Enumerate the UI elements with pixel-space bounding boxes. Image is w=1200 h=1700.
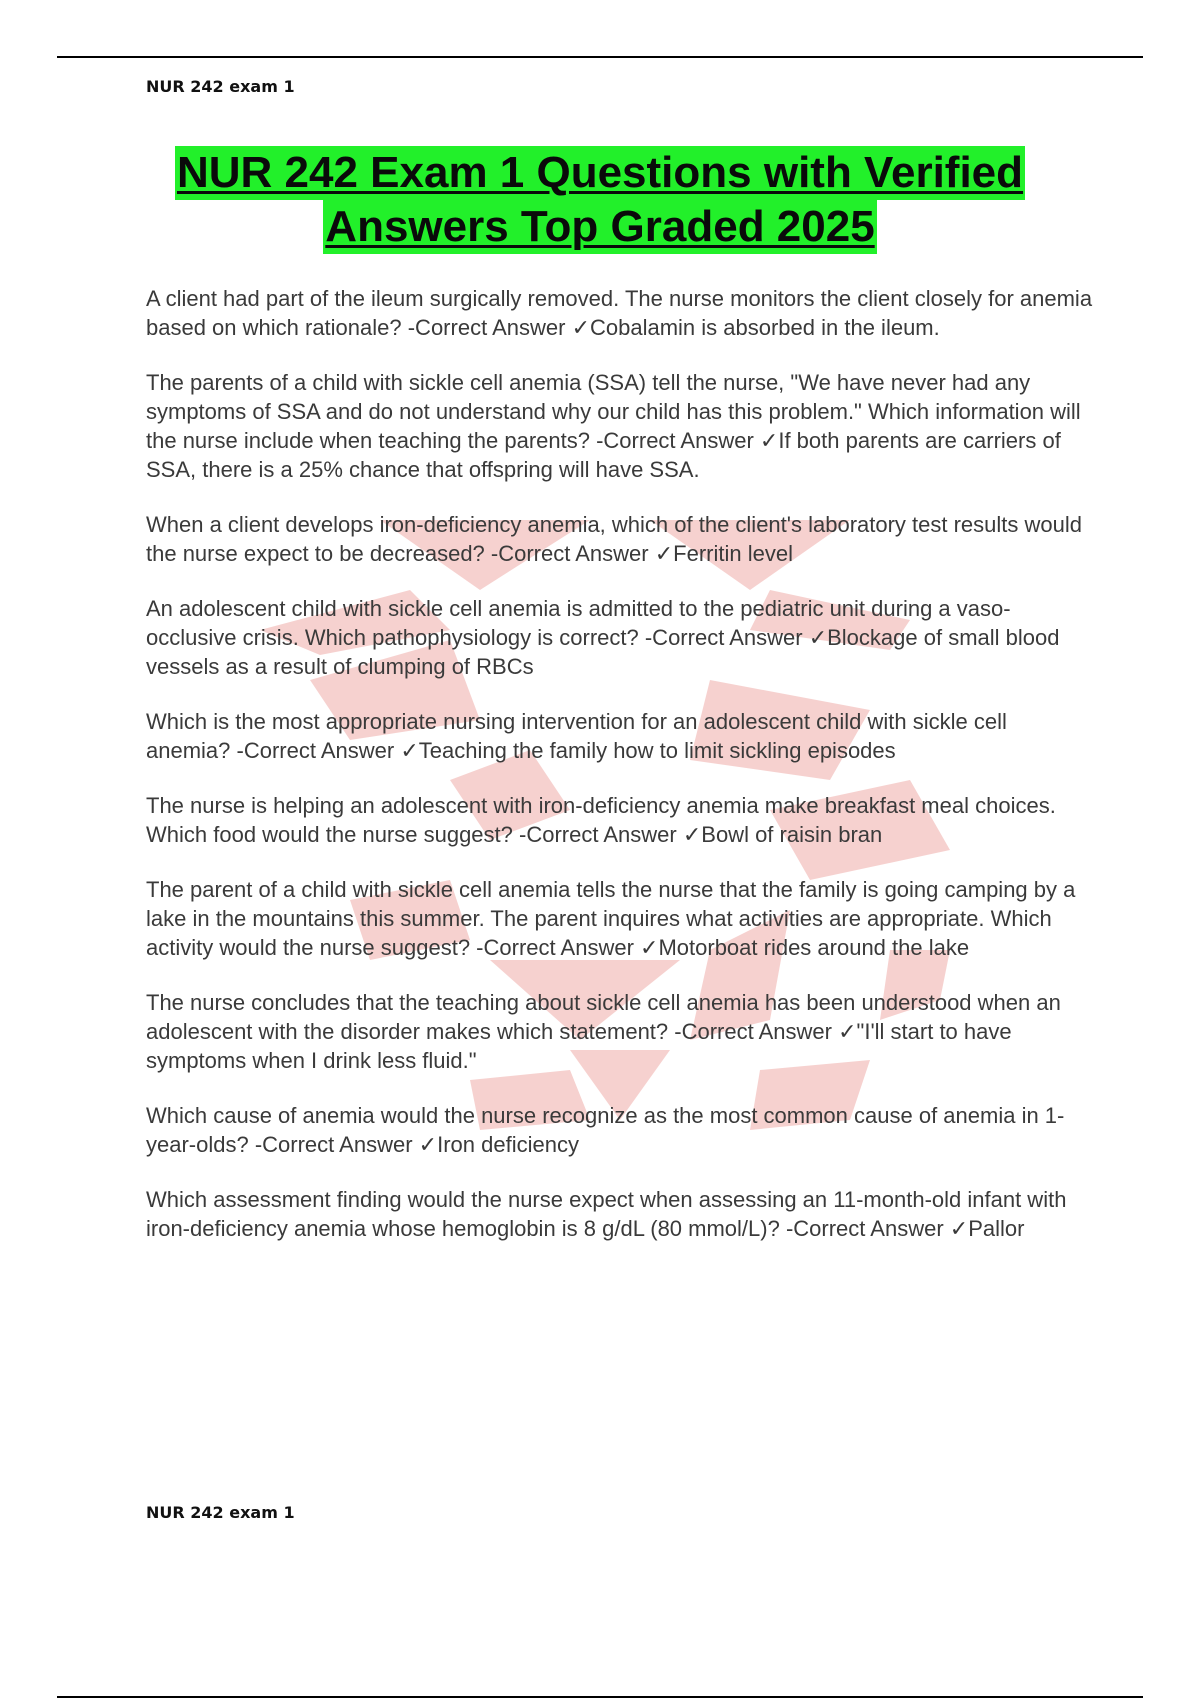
answer-text: Iron deficiency [437, 1132, 579, 1157]
answer-text: Pallor [968, 1216, 1025, 1241]
answer-text: Bowl of raisin bran [701, 822, 883, 847]
running-header: NUR 242 exam 1 [146, 77, 295, 96]
check-icon: ✓ [400, 738, 419, 763]
qa-item [146, 284, 1096, 342]
check-icon: ✓ [654, 541, 674, 566]
answer-text: Cobalamin is absorbed in the ileum. [590, 315, 940, 340]
check-icon: ✓ [808, 625, 828, 650]
answer-text: Teaching the family how to limit sickling episodes [418, 738, 896, 763]
qa-item [146, 368, 1096, 484]
answer-text: If both parents are carriers of SSA, there is a 25% chance that offspring will have SSA. [146, 428, 1061, 482]
question-text: When a client develops iron-deficiency anemia, which of the client's laboratory test results would the nurse expect to be decreased? -Correct Answer [146, 512, 1082, 566]
check-icon: ✓ [949, 1216, 969, 1241]
check-icon: ✓ [640, 935, 659, 960]
qa-item [146, 1101, 1096, 1159]
footer-rule [57, 1696, 1143, 1698]
qa-item [146, 1185, 1096, 1243]
header-rule [57, 56, 1143, 58]
question-text: The nurse concludes that the teaching about sickle cell anemia has been understood when an adolescent with the disorder makes which statement? -Correct Answer [146, 990, 1061, 1044]
qa-item [146, 875, 1096, 962]
check-icon: ✓ [418, 1132, 438, 1157]
question-text: A client had part of the ileum surgically removed. The nurse monitors the client closely for anemia based on which rationale? -Correct Answer [146, 286, 1093, 340]
check-icon: ✓ [838, 1019, 857, 1044]
qa-item [146, 510, 1096, 568]
qa-item [146, 988, 1096, 1075]
qa-item [146, 791, 1096, 849]
qa-list [146, 284, 1096, 1269]
qa-item [146, 707, 1096, 765]
answer-text: Motorboat rides around the lake [658, 935, 970, 960]
question-text: The parent of a child with sickle cell anemia tells the nurse that the family is going camping by a lake in the mountains this summer. The parent inquires what activities are appropriate. Which activity would the nurse suggest? -Correct Answer [146, 877, 1076, 960]
qa-item [146, 594, 1096, 681]
check-icon: ✓ [571, 315, 590, 340]
question-text: The parents of a child with sickle cell anemia (SSA) tell the nurse, "We have never had any symptoms of SSA and do not understand why our child has this problem." Which information will the nurse include when teaching the parents? -Correct Answer [146, 370, 1081, 453]
check-icon: ✓ [682, 822, 702, 847]
question-text: The nurse is helping an adolescent with iron-deficiency anemia make breakfast meal choices. Which food would the nurse suggest? -Correct Answer [146, 793, 1056, 847]
title-line-1: NUR 242 Exam 1 Questions with Verified [175, 146, 1025, 200]
check-icon: ✓ [759, 428, 779, 453]
question-text: Which cause of anemia would the nurse recognize as the most common cause of anemia in 1-year-olds? -Correct Answer [146, 1103, 1065, 1157]
answer-text: "I'll start to have symptoms when I drink less fluid." [146, 1019, 1012, 1073]
answer-text: Blockage of small blood vessels as a result of clumping of RBCs [146, 625, 1060, 679]
answer-text: Ferritin level [673, 541, 793, 566]
question-text: Which is the most appropriate nursing intervention for an adolescent child with sickle cell anemia? -Correct Answer [146, 709, 1007, 763]
running-footer: NUR 242 exam 1 [146, 1503, 295, 1522]
question-text: Which assessment finding would the nurse expect when assessing an 11-month-old infant with iron-deficiency anemia whose hemoglobin is 8 g/dL (80 mmol/L)? -Correct Answer [146, 1187, 1067, 1241]
document-title [100, 146, 1100, 254]
title-line-2: Answers Top Graded 2025 [323, 200, 876, 254]
question-text: An adolescent child with sickle cell anemia is admitted to the pediatric unit during a vaso-occlusive crisis. Which pathophysiology is correct? -Correct Answer [146, 596, 1011, 650]
